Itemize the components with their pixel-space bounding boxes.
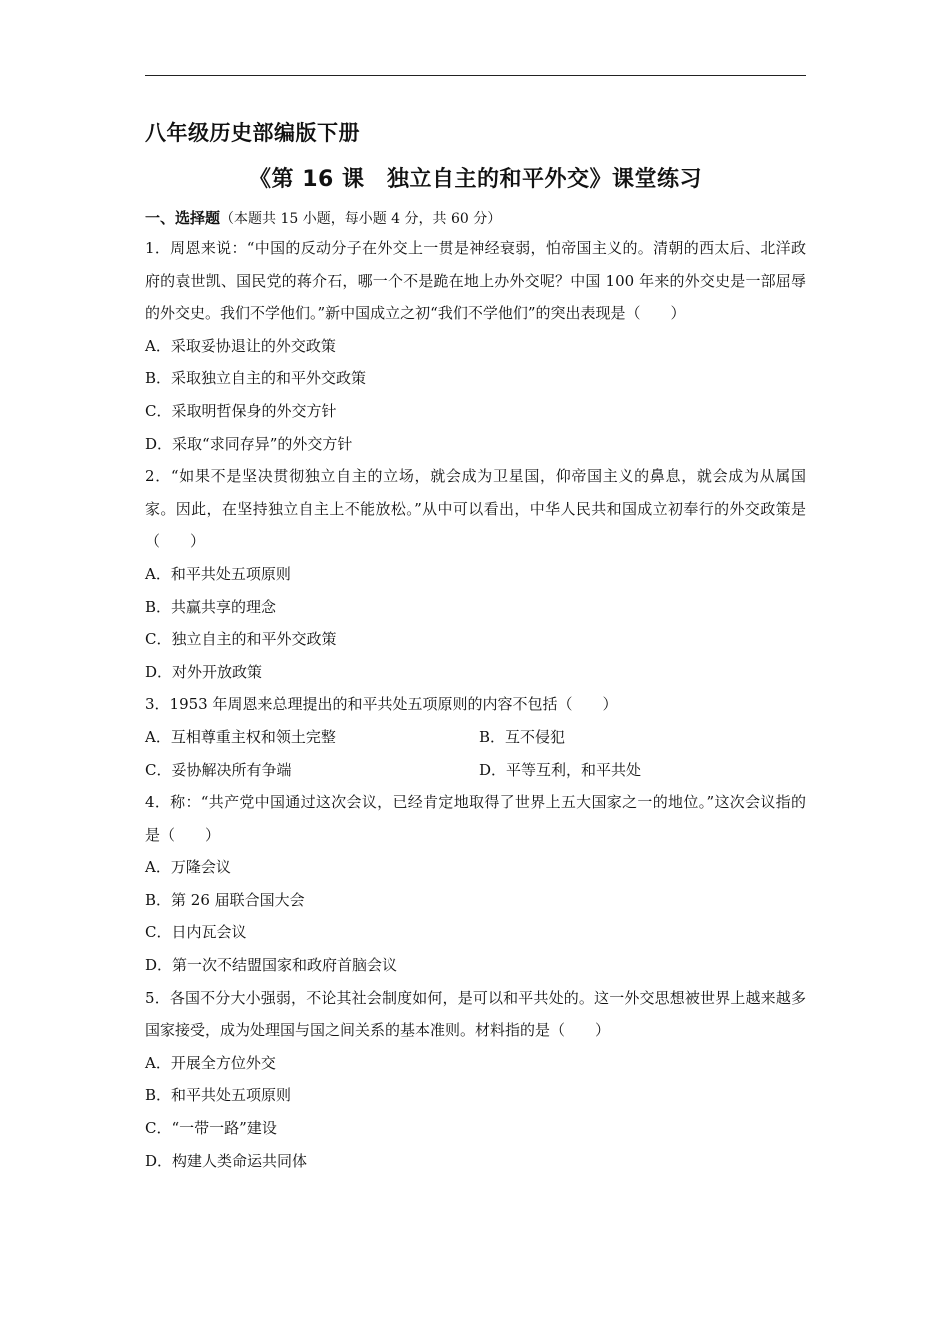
option-b: B．第 26 届联合国大会 — [145, 890, 305, 909]
option-c: C．日内瓦会议 — [145, 923, 247, 942]
option-c: C．独立自主的和平外交政策 — [145, 630, 337, 649]
option-b: B．互不侵犯 — [479, 727, 566, 746]
question-4 — [145, 786, 806, 982]
option-d: D．第一次不结盟国家和政府首脑会议 — [145, 956, 398, 975]
option-b: B．和平共处五项原则 — [145, 1086, 292, 1105]
option-row — [145, 754, 806, 787]
option-b: B．共赢共享的理念 — [145, 597, 277, 616]
option-d: D．采取“求同存异”的外交方针 — [145, 434, 353, 453]
grade-heading: 八年级历史部编版下册 — [145, 121, 360, 145]
option-d: D．对外开放政策 — [145, 662, 263, 681]
question-stem: 2．“如果不是坚决贯彻独立自主的立场，就会成为卫星国，仰帝国主义的鼻息，就会成为从属国家。因此，在坚持独立自主上不能放松。”从中可以看出，中华人民共和国成立初奉行的外交政策是（ ） — [145, 467, 806, 551]
option-d: D．构建人类命运共同体 — [145, 1151, 308, 1170]
section-label: 一、选择题 — [145, 209, 221, 227]
question-stem: 4．称：“共产党中国通过这次会议，已经肯定地取得了世界上五大国家之一的地位。”这次会议指的是（ ） — [145, 793, 806, 844]
option-d: D．平等互利，和平共处 — [479, 760, 642, 779]
section-note: （本题共 15 小题，每小题 4 分，共 60 分） — [220, 211, 502, 227]
option-a: A．互相尊重主权和领土完整 — [145, 727, 336, 746]
question-5 — [145, 982, 806, 1178]
exercise-body — [145, 207, 806, 1177]
question-stem: 1．周恩来说：“中国的反动分子在外交上一贯是神经衰弱，怕帝国主义的。清朝的西太后、北洋政府的袁世凯、国民党的蒋介石，哪一个不是跪在地上办外交呢？中国 100 年来的外交史是一部屈辱的外交史。我们不学他们。”新中国成立之初“我们不学他们”的突出表现是（ ） — [145, 239, 806, 323]
option-c: C．采取明哲保身的外交方针 — [145, 401, 337, 420]
question-2 — [145, 460, 806, 688]
question-3 — [145, 688, 806, 786]
option-row — [145, 721, 806, 754]
question-1 — [145, 232, 806, 460]
option-a: A．和平共处五项原则 — [145, 564, 291, 583]
option-a: A．采取妥协退让的外交政策 — [145, 336, 336, 355]
lesson-title: 《第 16 课 独立自主的和平外交》课堂练习 — [249, 167, 702, 192]
question-stem: 5．各国不分大小强弱，不论其社会制度如何，是可以和平共处的。这一外交思想被世界上越来越多国家接受，成为处理国与国之间关系的基本准则。材料指的是（ ） — [145, 988, 806, 1040]
question-stem: 3．1953 年周恩来总理提出的和平共处五项原则的内容不包括（ ） — [145, 695, 618, 714]
option-c: C．“一带一路”建设 — [145, 1119, 277, 1138]
section-heading — [145, 207, 806, 229]
header-rule — [145, 75, 806, 76]
option-c: C．妥协解决所有争端 — [145, 760, 292, 779]
option-a: A．开展全方位外交 — [145, 1053, 276, 1072]
option-b: B．采取独立自主的和平外交政策 — [145, 369, 367, 388]
option-a: A．万隆会议 — [145, 858, 231, 877]
